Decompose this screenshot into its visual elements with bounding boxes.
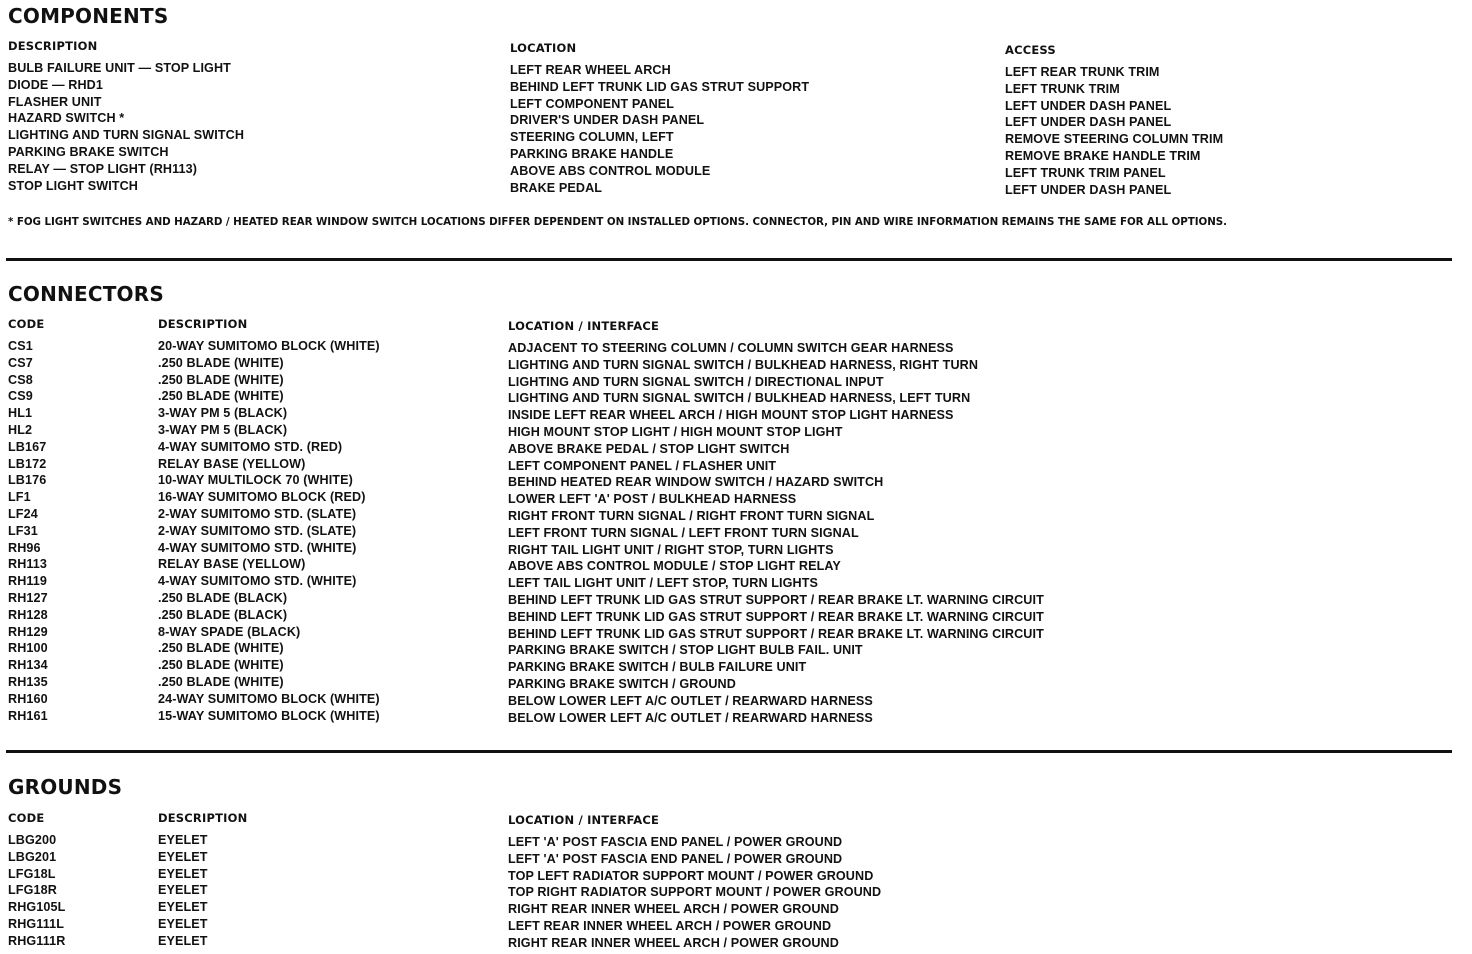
connectors-description-cell: .250 BLADE (WHITE) [158,355,284,370]
components-description-column [8,60,244,194]
connectors-code-cell: CS8 [8,372,33,387]
connectors-location-cell: BEHIND HEATED REAR WINDOW SWITCH / HAZARD SWITCH [508,475,884,490]
components-footnote: * FOG LIGHT SWITCHES AND HAZARD / HEATED REAR WINDOW SWITCH LOCATIONS DIFFER DEPENDENT ON INSTALLED OPTIONS. CONNECTOR, PIN AND WIRE INFORMATION REMAINS THE SAME FOR ALL OPTIONS. [8,216,1227,228]
grounds-code-cell: RHG111L [8,916,64,931]
connectors-description-column [158,338,380,724]
grounds-code-header: CODE [8,811,45,825]
components-access-cell: LEFT TRUNK TRIM PANEL [1005,165,1166,180]
connectors-description-cell: .250 BLADE (WHITE) [158,389,284,404]
connectors-description-cell: RELAY BASE (YELLOW) [158,456,306,471]
connectors-location-cell: LOWER LEFT 'A' POST / BULKHEAD HARNESS [508,492,797,507]
connectors-location-cell: BEHIND LEFT TRUNK LID GAS STRUT SUPPORT / REAR BRAKE LT. WARNING CIRCUIT [508,592,1044,607]
connectors-description-cell: RELAY BASE (YELLOW) [158,557,306,572]
connectors-code-cell: HL2 [8,422,33,437]
connectors-code-cell: RH134 [8,658,48,673]
connectors-location-cell: PARKING BRAKE SWITCH / GROUND [508,676,736,691]
components-location-cell: STEERING COLUMN, LEFT [510,130,674,145]
connectors-title: CONNECTORS [8,282,164,306]
connectors-description-cell: 24-WAY SUMITOMO BLOCK (WHITE) [158,691,380,706]
grounds-location-cell: LEFT 'A' POST FASCIA END PANEL / POWER GROUND [508,851,843,866]
components-access-cell: REMOVE BRAKE HANDLE TRIM [1005,148,1201,163]
components-access-cell: REMOVE STEERING COLUMN TRIM [1005,132,1224,147]
connectors-location-cell: LEFT COMPONENT PANEL / FLASHER UNIT [508,458,777,473]
connectors-code-cell: RH160 [8,691,48,706]
grounds-code-column [8,832,65,950]
connectors-code-cell: CS1 [8,339,33,353]
connectors-code-cell: LB167 [8,439,47,454]
connectors-code-cell: RH119 [8,574,48,589]
connectors-description-cell: 10-WAY MULTILOCK 70 (WHITE) [158,473,353,488]
connectors-location-cell: LIGHTING AND TURN SIGNAL SWITCH / BULKHEAD HARNESS, LEFT TURN [508,391,971,406]
connectors-location-cell: PARKING BRAKE SWITCH / STOP LIGHT BULB FAIL. UNIT [508,643,863,658]
grounds-code-cell: LFG18L [8,866,56,881]
connectors-location-cell: LIGHTING AND TURN SIGNAL SWITCH / BULKHEAD HARNESS, RIGHT TURN [508,357,979,372]
components-access-cell: LEFT UNDER DASH PANEL [1005,98,1172,113]
connectors-code-cell: RH161 [8,708,48,723]
connectors-code-cell: RH135 [8,674,48,689]
components-description-cell: STOP LIGHT SWITCH [8,178,138,193]
connectors-description-cell: 8-WAY SPADE (BLACK) [158,624,301,639]
components-access-cell: LEFT TRUNK TRIM [1005,81,1120,96]
components-description-cell: LIGHTING AND TURN SIGNAL SWITCH [8,128,245,143]
section-divider [6,258,1452,261]
grounds-location-cell: RIGHT REAR INNER WHEEL ARCH / POWER GROUND [508,935,839,950]
components-location-cell: ABOVE ABS CONTROL MODULE [510,163,711,178]
connectors-description-cell: .250 BLADE (BLACK) [158,607,288,622]
connectors-location-column [508,340,1044,726]
components-description-cell: PARKING BRAKE SWITCH [8,144,169,159]
section-divider [6,750,1452,753]
grounds-description-cell: EYELET [158,833,208,847]
grounds-description-cell: EYELET [158,866,208,881]
grounds-code-cell: LBG201 [8,849,57,864]
connectors-location-cell: ABOVE BRAKE PEDAL / STOP LIGHT SWITCH [508,441,790,456]
connectors-location-cell: LEFT FRONT TURN SIGNAL / LEFT FRONT TURN SIGNAL [508,525,859,540]
grounds-location-header: LOCATION / INTERFACE [508,813,660,827]
components-access-cell: LEFT REAR TRUNK TRIM [1005,65,1160,79]
connectors-code-cell: RH113 [8,557,48,572]
connectors-code-cell: RH127 [8,590,48,605]
connectors-description-cell: 4-WAY SUMITOMO STD. (WHITE) [158,574,357,589]
grounds-description-cell: EYELET [158,916,208,931]
grounds-code-cell: RHG105L [8,900,66,915]
components-description-header: DESCRIPTION [8,39,98,53]
connectors-description-header: DESCRIPTION [158,317,248,331]
connectors-description-cell: 20-WAY SUMITOMO BLOCK (WHITE) [158,339,380,353]
grounds-description-cell: EYELET [158,883,208,898]
components-description-cell: HAZARD SWITCH * [8,111,125,126]
connectors-location-cell: INSIDE LEFT REAR WHEEL ARCH / HIGH MOUNT STOP LIGHT HARNESS [508,408,954,423]
connectors-location-cell: ABOVE ABS CONTROL MODULE / STOP LIGHT RELAY [508,559,841,574]
connectors-description-cell: 3-WAY PM 5 (BLACK) [158,406,288,421]
grounds-description-cell: EYELET [158,849,208,864]
connectors-code-cell: RH100 [8,641,48,656]
connectors-description-cell: .250 BLADE (WHITE) [158,641,284,656]
connectors-description-cell: .250 BLADE (WHITE) [158,658,284,673]
components-location-cell: DRIVER'S UNDER DASH PANEL [510,113,705,128]
connectors-description-cell: 16-WAY SUMITOMO BLOCK (RED) [158,490,366,505]
connectors-code-cell: LB176 [8,473,47,488]
connectors-code-header: CODE [8,317,45,331]
connectors-location-cell: RIGHT TAIL LIGHT UNIT / RIGHT STOP, TURN LIGHTS [508,542,834,557]
grounds-location-column [508,834,881,952]
grounds-description-header: DESCRIPTION [158,811,248,825]
grounds-title: GROUNDS [8,775,123,799]
grounds-description-column [158,832,208,950]
connectors-description-cell: .250 BLADE (WHITE) [158,372,284,387]
connectors-location-cell: PARKING BRAKE SWITCH / BULB FAILURE UNIT [508,660,807,675]
grounds-code-cell: LFG18R [8,883,57,898]
connectors-description-cell: 4-WAY SUMITOMO STD. (RED) [158,439,343,454]
connectors-description-cell: 2-WAY SUMITOMO STD. (SLATE) [158,506,357,521]
connectors-location-cell: LIGHTING AND TURN SIGNAL SWITCH / DIRECTIONAL INPUT [508,374,884,389]
connectors-code-cell: LF1 [8,490,31,505]
grounds-code-cell: LBG200 [8,833,57,847]
connectors-code-cell: LF31 [8,523,38,538]
connectors-location-cell: RIGHT FRONT TURN SIGNAL / RIGHT FRONT TURN SIGNAL [508,508,875,523]
components-access-cell: LEFT UNDER DASH PANEL [1005,182,1172,197]
components-access-cell: LEFT UNDER DASH PANEL [1005,115,1172,130]
components-location-header: LOCATION [510,41,577,55]
components-description-cell: FLASHER UNIT [8,94,102,109]
grounds-code-cell: RHG111R [8,933,66,948]
connectors-description-cell: 2-WAY SUMITOMO STD. (SLATE) [158,523,357,538]
grounds-location-cell: LEFT REAR INNER WHEEL ARCH / POWER GROUND [508,918,832,933]
connectors-location-cell: BELOW LOWER LEFT A/C OUTLET / REARWARD HARNESS [508,693,873,708]
connectors-description-cell: .250 BLADE (BLACK) [158,590,288,605]
grounds-location-cell: TOP LEFT RADIATOR SUPPORT MOUNT / POWER GROUND [508,868,874,883]
connectors-code-cell: CS7 [8,355,33,370]
components-description-cell: RELAY — STOP LIGHT (RH113) [8,161,197,176]
components-location-cell: BRAKE PEDAL [510,180,603,195]
connectors-location-cell: LEFT TAIL LIGHT UNIT / LEFT STOP, TURN LIGHTS [508,576,819,591]
connectors-code-column [8,338,48,724]
components-access-column [1005,64,1223,198]
connectors-description-cell: 15-WAY SUMITOMO BLOCK (WHITE) [158,708,380,723]
grounds-description-cell: EYELET [158,933,208,948]
grounds-location-cell: LEFT 'A' POST FASCIA END PANEL / POWER GROUND [508,835,843,849]
connectors-code-cell: HL1 [8,406,33,421]
connectors-code-cell: RH128 [8,607,48,622]
connectors-location-cell: HIGH MOUNT STOP LIGHT / HIGH MOUNT STOP LIGHT [508,424,843,439]
connectors-code-cell: RH96 [8,540,41,555]
components-access-header: ACCESS [1005,43,1056,57]
components-location-cell: LEFT COMPONENT PANEL [510,96,675,111]
grounds-description-cell: EYELET [158,900,208,915]
connectors-location-header: LOCATION / INTERFACE [508,319,660,333]
connectors-location-cell: BEHIND LEFT TRUNK LID GAS STRUT SUPPORT / REAR BRAKE LT. WARNING CIRCUIT [508,626,1044,641]
components-description-cell: DIODE — RHD1 [8,77,103,92]
components-location-cell: LEFT REAR WHEEL ARCH [510,63,671,77]
connectors-code-cell: CS9 [8,389,33,404]
grounds-location-cell: TOP RIGHT RADIATOR SUPPORT MOUNT / POWER GROUND [508,885,882,900]
connectors-description-cell: 3-WAY PM 5 (BLACK) [158,422,288,437]
connectors-code-cell: LF24 [8,506,38,521]
grounds-location-cell: RIGHT REAR INNER WHEEL ARCH / POWER GROUND [508,902,839,917]
components-location-cell: BEHIND LEFT TRUNK LID GAS STRUT SUPPORT [510,79,810,94]
components-title: COMPONENTS [8,4,169,28]
connectors-location-cell: BEHIND LEFT TRUNK LID GAS STRUT SUPPORT / REAR BRAKE LT. WARNING CIRCUIT [508,609,1044,624]
components-location-cell: PARKING BRAKE HANDLE [510,146,674,161]
connectors-location-cell: ADJACENT TO STEERING COLUMN / COLUMN SWITCH GEAR HARNESS [508,341,954,355]
components-location-column [510,62,809,196]
connectors-description-cell: 4-WAY SUMITOMO STD. (WHITE) [158,540,357,555]
connectors-description-cell: .250 BLADE (WHITE) [158,674,284,689]
components-description-cell: BULB FAILURE UNIT — STOP LIGHT [8,61,231,75]
connectors-location-cell: BELOW LOWER LEFT A/C OUTLET / REARWARD HARNESS [508,710,873,725]
connectors-code-cell: RH129 [8,624,48,639]
connectors-code-cell: LB172 [8,456,47,471]
